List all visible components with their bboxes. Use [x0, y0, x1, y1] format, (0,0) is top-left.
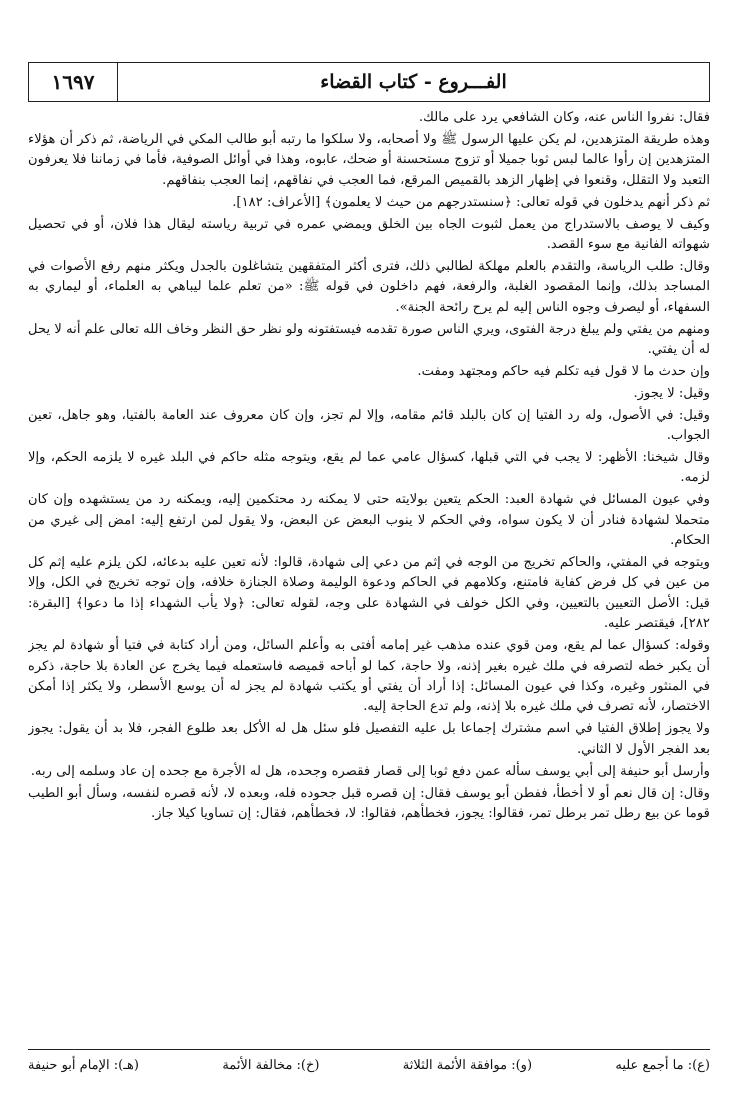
paragraph: وقال: طلب الرياسة، والتقدم بالعلم مهلكة لطالبي ذلك، فترى أكثر المتفقهين يتشاغلون بالجدل ويكثر منهم رفع الأصوات في المساجد بذلك، وإنما المقصود الغلبة، والرفعة، فهم داخلون في قوله ﷺ: «من تعلم علما ليباهي به العلماء، أو ليماري به السفهاء، أو ليصرف وجوه الناس إليه لم يرح رائحة الجنة». [28, 258, 710, 315]
footer-abbr: (خ): مخالفة الأئمة [222, 1057, 320, 1073]
paragraph: وأرسل أبو حنيفة إلى أبي يوسف سأله عمن دفع ثوبا إلى قصار فقصره وجحده، هل له الأجرة مع جحده إن عاد وسلمه إلى ربه. [30, 763, 710, 779]
paragraph: وقوله: كسؤال عما لم يقع، ومن قوي عنده مذهب غير إمامه أفتى به وأعلم السائل، ومن أراد كتابة في فتيا أو شهادة لم يجز أن يكبر خطه لتصرفه في ملك غيره بغير إذنه، ولا حاجة، كما لو أباحه قميصه فاستعمله فيما يخرج عن العادة بلا حاجة، ذكره في المنثور وغيره، وكذا في عيون المسائل: إذا أراد أن يفتي أو يكتب شهادة لم يجز له أن يوسع الأسطر، ولا يكثر إذا أمكن الاختصار، لأنه تصرف في ملك غيره بلا إذنه، ولم تدع الحاجة إليه. [28, 638, 710, 715]
paragraph: ومنهم من يفتي ولم يبلغ درجة الفتوى، ويري الناس صورة تقدمه فيستفتونه ولو نظر حق النظر وخاف الله تعالى علم أنه لا يحل له أن يفتي. [28, 321, 710, 357]
footer-abbr: (و): موافقة الأئمة الثلاثة [402, 1057, 533, 1073]
page-number: ١٦٩٧ [29, 63, 118, 101]
footer-abbr: (هـ): الإمام أبو حنيفة [28, 1057, 139, 1073]
paragraph: ويتوجه في المفتي، والحاكم تخريج من الوجه في إثم من دعي إلى شهادة، قالوا: لأنه تعين عليه بدعائه، لكن يلزم عليه إثم كل من عين في كل فرض كفاية فامتنع، وكلامهم في الحاكم ودعوة الوليمة وصلاة الجنازة خلافه، وإن توجه تخريج في الكل، وإلا قيل: الأصل التعيين بالتعيين، وفي الكل خولف في الشهادة على وجه، لقوله تعالى: ﴿ولا يأب الشهداء إذا ما دعوا﴾ [البقرة: ٢٨٢]، فيقتصر عليه. [28, 555, 710, 632]
running-title: الفـــروع - كتاب القضاء [320, 71, 507, 93]
paragraph: وإن حدث ما لا قول فيه تكلم فيه حاكم ومجتهد ومفت. [417, 363, 710, 379]
paragraph: وقيل: لا يجوز. [633, 385, 710, 401]
abbreviation-key [28, 1049, 710, 1076]
paragraph: وقال شيخنا: الأظهر: لا يجب في التي قبلها، كسؤال عامي عما لم يقع، ويتوجه مثله حاكم في البلد غيره لا يلزمه الحكم، وإلا لزمه. [28, 450, 710, 486]
paragraph: وفي عيون المسائل في شهادة العبد: الحكم يتعين بولايته حتى لا يمكنه رد محتكمين إليه، ويمكنه رد من يستشهده وإن كان متحملا لشهادة فنادر أن لا يكون سواه، وفي الحكم لا ينوب البعض عن البعض، ولا يقول لمن ارتفع إليه: امض إلى غيري من الحكام. [28, 492, 710, 549]
paragraph: وقيل: في الأصول، وله رد الفتيا إن كان بالبلد قائم مقامه، وإلا لم تجز، وإن كان معروف عند العامة بالفتيا، وهو جاهل، تعين الجواب. [28, 407, 710, 444]
paragraph: وكيف لا يوصف بالاستدراج من يعمل لثبوت الجاه بين الخلق ويمضي عمره في تربية رياسته ليقال هذا فلان، أو في تحصيل شهواته الفانية مع سوء القصد. [28, 216, 710, 252]
paragraph: ثم ذكر أنهم يدخلون في قوله تعالى: ﴿سنستدرجهم من حيث لا يعلمون﴾ [الأعراف: ١٨٢]. [232, 194, 710, 210]
paragraph: ولا يجوز إطلاق الفتيا في اسم مشترك إجماعا بل عليه التفصيل فلو سئل هل له الأكل بعد طلوع الفجر، فلا بد أن يقول: يجوز بعد الفجر الأول لا الثاني. [28, 721, 710, 757]
footer-abbr: (ع): ما أجمع عليه [615, 1057, 710, 1073]
main-text [28, 108, 710, 1038]
paragraph: وقال: إن قال نعم أو لا أخطأ، ففطن أبو يوسف فقال: إن قصره قبل جحوده فله، وبعده لا، لأنه قصره لنفسه، وسأل أبو الطيب قوما عن بيع رطل تمر برطل تمر، فقالوا: يجوز، فخطأهم، فقالوا: لا، فخطأهم، فقال: إن تساويا كيلا جاز. [28, 785, 710, 821]
page-header [28, 62, 710, 102]
paragraph: فقال: نفروا الناس عنه، وكان الشافعي يرد على مالك. [418, 110, 710, 125]
paragraph: وهذه طريقة المتزهدين، لم يكن عليها الرسول ﷺ ولا أصحابه، ولا سلكوا ما رتبه أبو طالب المكي في الرياضة، ثم ذكر أن هؤلاء المتزهدين إن رأوا عالما لبس ثوبا جميلا أو تزوج مستحسنة أو ضحك، عابوه، وهذا في أوائل الصوفية، فأما في زماننا فلا يعرفون التعبد ولا التقلل، وقنعوا في إظهار الزهد بالقميص المرقع، فما العجب في نفاقهم، إنما العجب بنفاقهم. [28, 131, 710, 188]
